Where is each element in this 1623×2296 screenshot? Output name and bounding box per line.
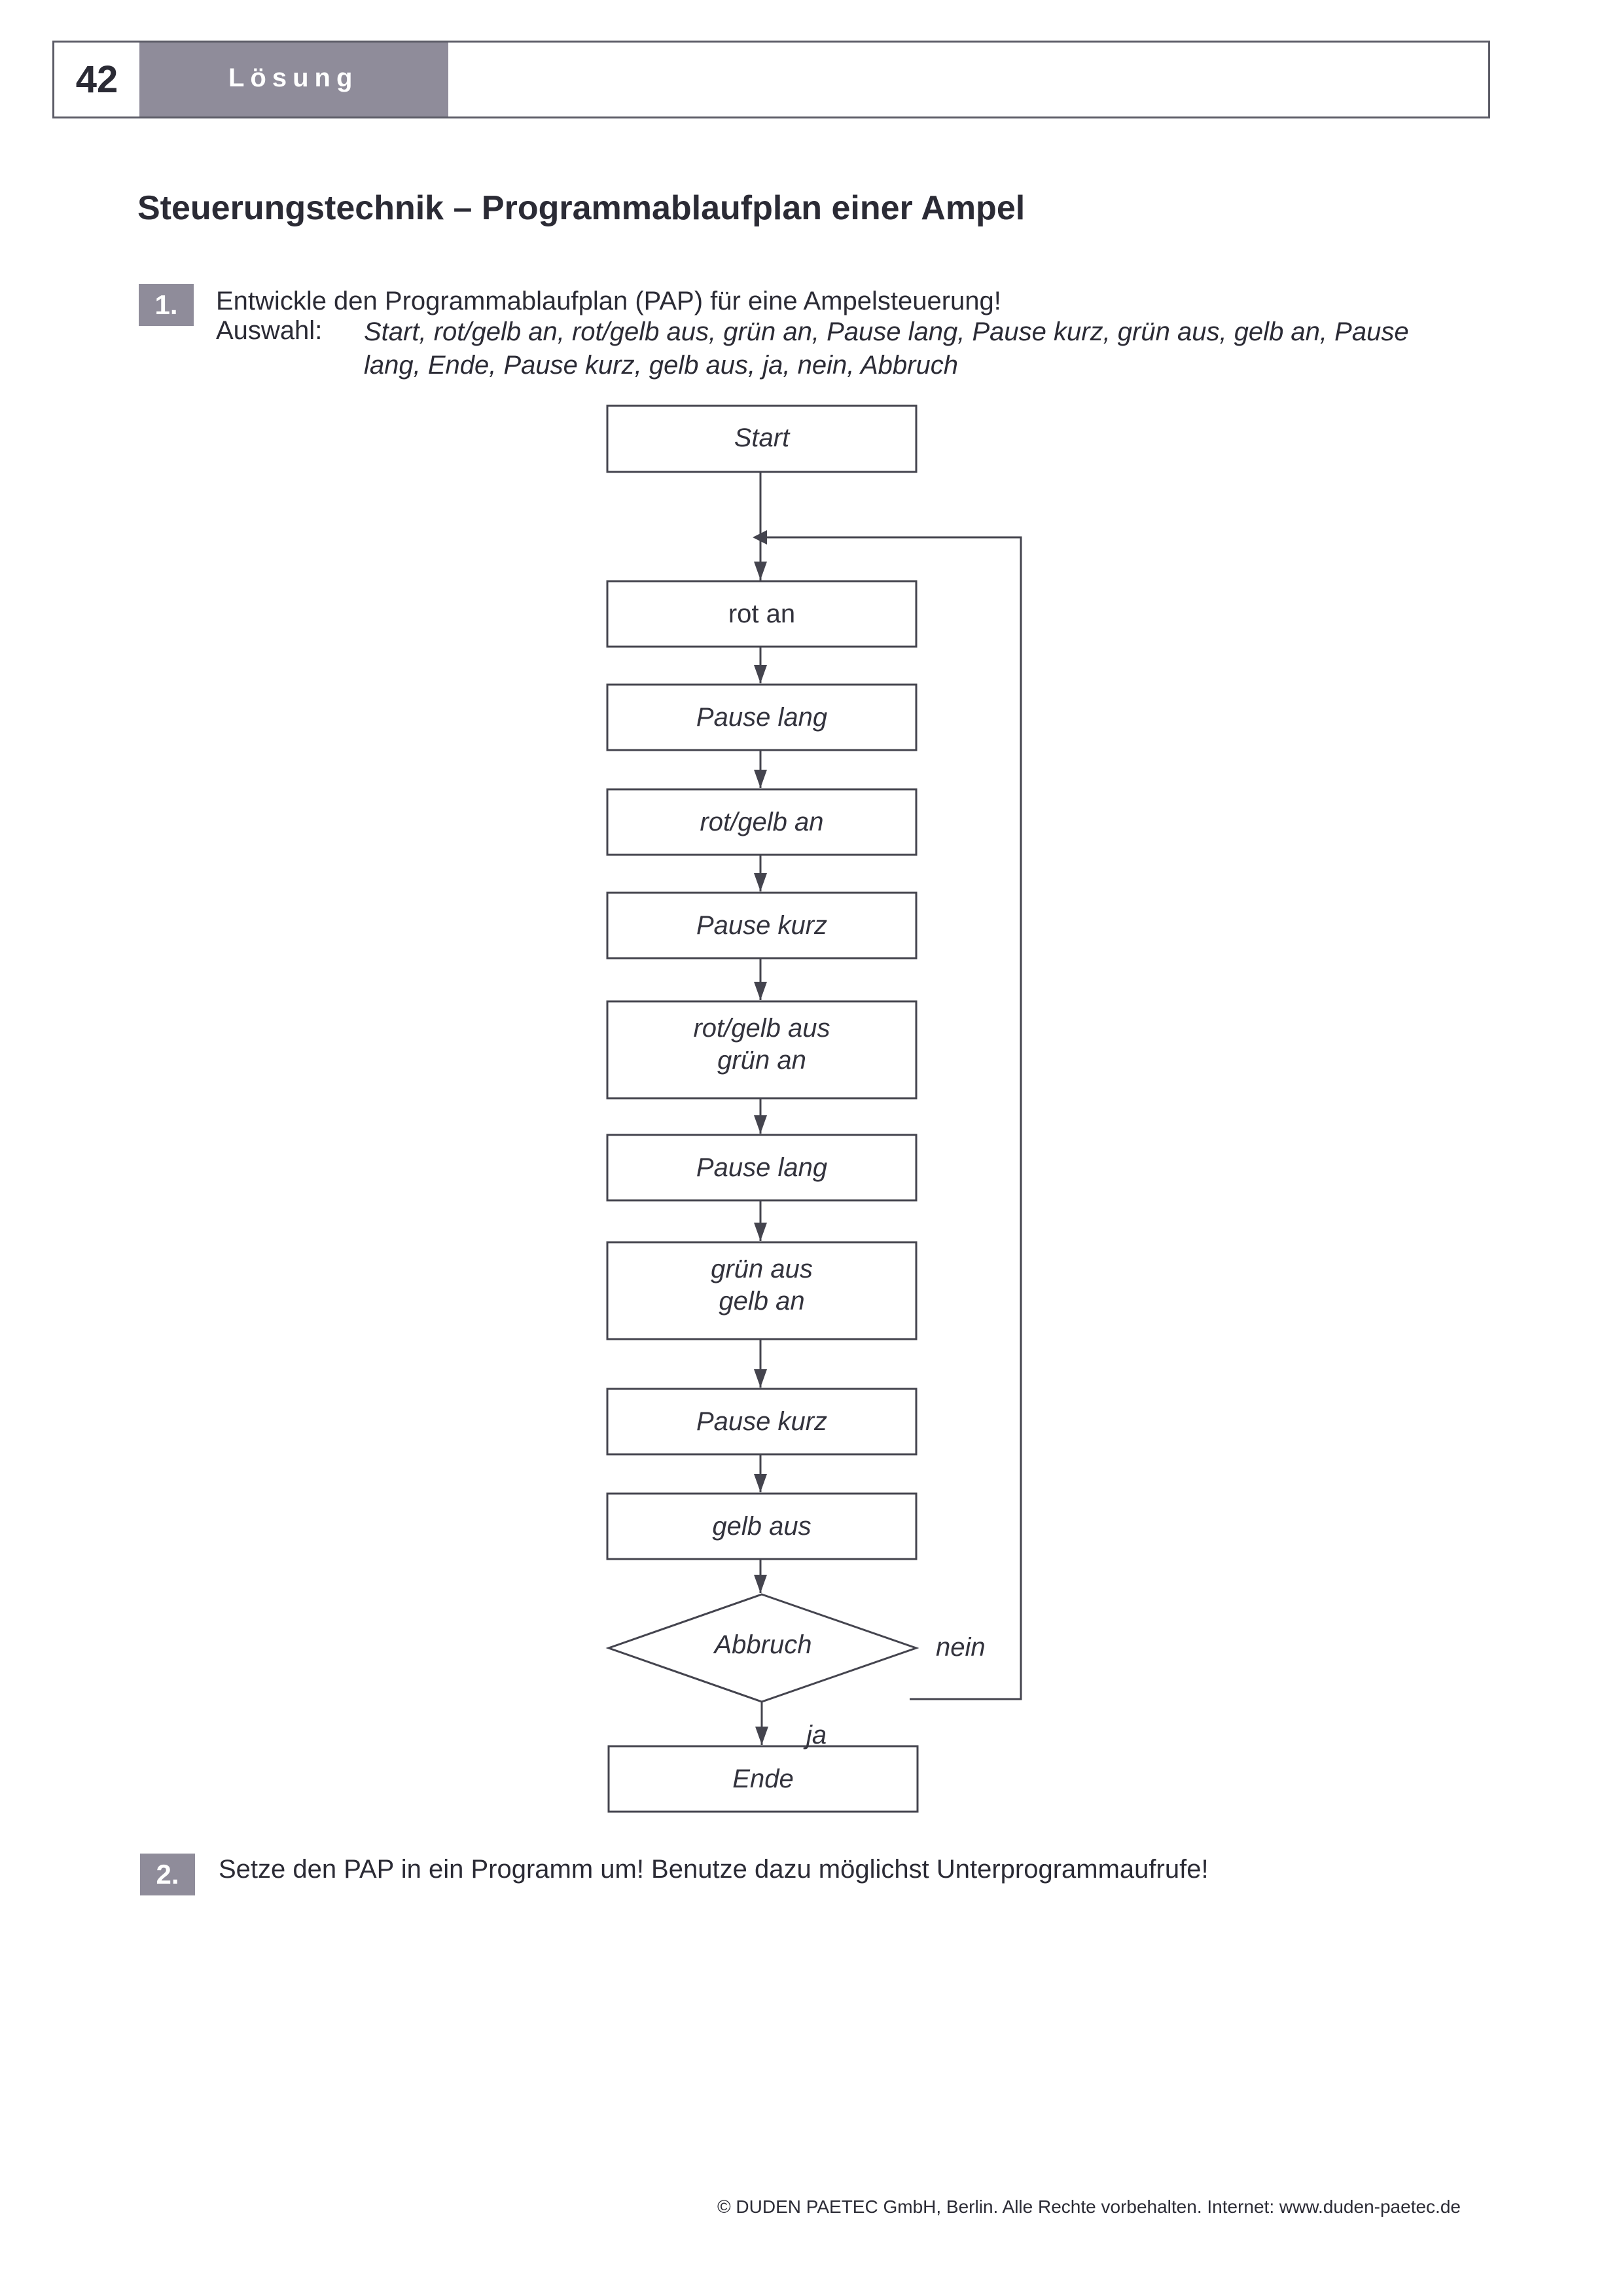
selection-label: Auswahl: bbox=[216, 316, 323, 345]
flow-step-5-label-line-2: grün an bbox=[717, 1046, 806, 1075]
flow-step-9-label: gelb aus bbox=[712, 1512, 812, 1541]
flow-step-2-label: Pause lang bbox=[696, 703, 828, 732]
page-title: Steuerungstechnik – Programmablaufplan einer Ampel bbox=[137, 189, 1026, 227]
task-2-badge: 2. bbox=[140, 1854, 195, 1895]
flow-step-7-label-line-2: gelb an bbox=[719, 1287, 805, 1316]
task-1-badge: 1. bbox=[139, 284, 194, 326]
selection-line-1: Start, rot/gelb an, rot/gelb aus, grün an, Pause lang, Pause kurz, grün aus, gelb an, Pause bbox=[364, 317, 1409, 346]
task-2-text: Setze den PAP in ein Programm um! Benutze dazu möglichst Unterprogrammaufrufe! bbox=[219, 1855, 1209, 1884]
flow-no-label: nein bbox=[936, 1633, 986, 1662]
flow-step-3-label: rot/gelb an bbox=[700, 808, 824, 836]
task-1-text: Entwickle den Programmablaufplan (PAP) für eine Ampelsteuerung! bbox=[216, 287, 1001, 315]
flow-step-4-label: Pause kurz bbox=[696, 911, 828, 940]
page-number: 42 bbox=[75, 58, 118, 101]
flow-step-1-label: rot an bbox=[728, 600, 796, 628]
copyright-footer: © DUDEN PAETEC GmbH, Berlin. Alle Rechte vorbehalten. Internet: www.duden-paetec.de bbox=[717, 2197, 1461, 2217]
flow-step-7-label-line-1: grün aus bbox=[711, 1255, 813, 1283]
flow-step-8-label: Pause kurz bbox=[696, 1407, 828, 1436]
selection-line-2: lang, Ende, Pause kurz, gelb aus, ja, nein, Abbruch bbox=[364, 351, 958, 380]
flow-end-label: Ende bbox=[732, 1765, 794, 1793]
flow-step-6-label: Pause lang bbox=[696, 1153, 828, 1182]
flow-decision-label: Abbruch bbox=[714, 1630, 812, 1659]
section-label: Lösung bbox=[228, 63, 359, 92]
flow-step-5-label-line-1: rot/gelb aus bbox=[693, 1014, 830, 1043]
flow-start-label: Start bbox=[734, 423, 790, 452]
flow-yes-label: ja bbox=[806, 1721, 827, 1749]
